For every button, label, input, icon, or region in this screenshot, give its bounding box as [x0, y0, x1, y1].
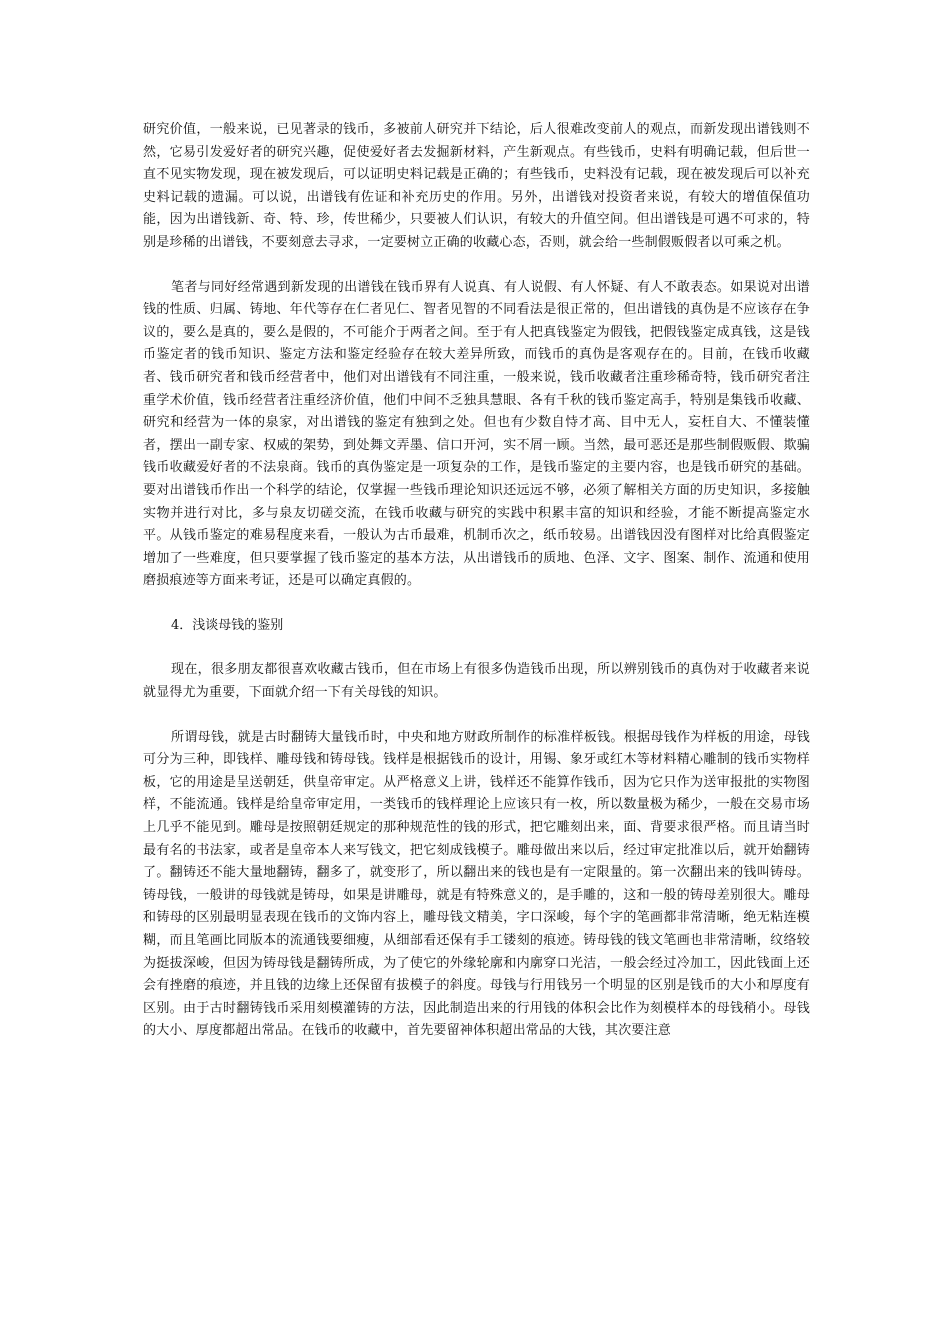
paragraph-gap — [143, 637, 810, 659]
paragraph-authenticity-debate: 笔者与同好经常遇到新发现的出谱钱在钱币界有人说真、有人说假、有人怀疑、有人不敢表态。如果说对出谱钱的性质、归属、铸地、年代等存在仁者见仁、智者见智的不同看法是很正常的，但出谱钱的真伪是不应该存在争议的，要么是真的，要么是假的，不可能介于两者之间。至于有人把真钱鉴定为假钱，把假钱鉴定成真钱，这是钱币鉴定者的钱币知识、鉴定方法和鉴定经验存在较大差异所致，而钱币的真伪是客观存在的。目前，在钱币收藏者、钱币研究者和钱币经营者中，他们对出谱钱有不同注重，一般来说，钱币收藏者注重珍稀奇特，钱币研究者注重学术价值，钱币经营者注重经济价值，他们中间不乏独具慧眼、各有千秋的钱币鉴定高手，特别是集钱币收藏、研究和经营为一体的泉家，对出谱钱的鉴定有独到之处。但也有少数自恃才高、目中无人，妄枉自大、不懂装懂者，摆出一副专家、权威的架势，到处舞文弄墨、信口开河，实不屑一顾。当然，最可恶还是那些制假贩假、欺骗钱币收藏爱好者的不法泉商。钱币的真伪鉴定是一项复杂的工作，是钱币鉴定的主要内容，也是钱币研究的基础。要对出谱钱币作出一个科学的结论，仅掌握一些钱币理论知识还远远不够，必须了解相关方面的历史知识，多接触实物并进行对比，多与泉友切磋交流，在钱币收藏与研究的实践中积累丰富的知识和经验，才能不断提高鉴定水平。从钱币鉴定的难易程度来看，一般认为古币最难，机制币次之，纸币较易。出谱钱因没有图样对比给真假鉴定增加了一些难度，但只要掌握了钱币鉴定的基本方法，从出谱钱币的质地、色泽、文字、图案、制作、流通和使用磨损痕迹等方面来考证，还是可以确定真假的。 — [143, 279, 810, 589]
paragraph-gap — [143, 593, 810, 615]
paragraph-gap — [143, 705, 810, 727]
document-page — [143, 119, 810, 1043]
paragraph-intro-mother-coins: 现在，很多朋友都很喜欢收藏古钱币，但在市场上有很多伪造钱币出现，所以辨别钱币的真伪对于收藏者来说就显得尤为重要，下面就介绍一下有关母钱的知识。 — [143, 662, 810, 701]
paragraph-mother-coin-types: 所谓母钱，就是古时翻铸大量钱币时，中央和地方财政所制作的标准样板钱。根据母钱作为样板的用途，母钱可分为三种，即钱样、雕母钱和铸母钱。钱样是根据钱币的设计，用锡、象牙或红木等材料精心雕制的钱币实物样板，它的用途是呈送朝廷，供皇帝审定。从严格意义上讲，钱样还不能算作钱币，因为它只作为送审报批的实物图样，不能流通。钱样是给皇帝审定用，一类钱币的钱样理论上应该只有一枚，所以数量极为稀少，一般在交易市场上几乎不能见到。雕母是按照朝廷规定的那种规范性的钱的形式，把它雕刻出来，面、背要求很严格。而且请当时最有名的书法家，或者是皇帝本人来写钱文，把它刻成钱模子。雕母做出来以后，经过审定批准以后，就开始翻铸了。翻铸还不能大量地翻铸，翻多了，就变形了，所以翻出来的钱也是有一定限量的。第一次翻出来的钱叫铸母。铸母钱，一般讲的母钱就是铸母，如果是讲雕母，就是有特殊意义的，是手雕的，这和一般的铸母差别很大。雕母和铸母的区别最明显表现在钱币的文饰内容上，雕母钱文精美，字口深峻，每个字的笔画都非常清晰，绝无粘连模糊，而且笔画比同版本的流通钱要细瘦，从细部看还保有手工镂刻的痕迹。铸母钱的钱文笔画也非常清晰，纹络较为挺拔深峻，但因为铸母钱是翻铸所成，为了使它的外缘轮廓和内廓穿口光洁，一般会经过冷加工，因此钱面上还会有挫磨的痕迹，并且钱的边缘上还保留有拔模子的斜度。母钱与行用钱另一个明显的区别是钱币的大小和厚度有区别。由于古时翻铸钱币采用刻模灌铸的方法，因此制造出来的行用钱的体积会比作为刻模样本的母钱稍小。母钱的大小、厚度都超出常品。在钱币的收藏中，首先要留神体积超出常品的大钱，其次要注意 — [143, 729, 810, 1039]
paragraph-research-value: 研究价值，一般来说，已见著录的钱币，多被前人研究并下结论，后人很难改变前人的观点，而新发现出谱钱则不然，它易引发爱好者的研究兴趣，促使爱好者去发掘新材料，产生新观点。有些钱币，史料有明确记载，但后世一直不见实物发现，现在被发现后，可以证明史料记载是正确的；有些钱币，史料没有记载，现在被发现后可以补充史料记载的遗漏。可以说，出谱钱有佐证和补充历史的作用。另外，出谱钱对投资者来说，有较大的增值保值功能，因为出谱钱新、奇、特、珍，传世稀少，只要被人们认识，有较大的升值空间。但出谱钱是可遇不可求的，特别是珍稀的出谱钱，不要刻意去寻求，一定要树立正确的收藏心态，否则，就会给一些制假贩假者以可乘之机。 — [143, 122, 810, 250]
section-heading: 4．浅谈母钱的鉴别 — [171, 617, 284, 633]
paragraph-gap — [143, 255, 810, 277]
